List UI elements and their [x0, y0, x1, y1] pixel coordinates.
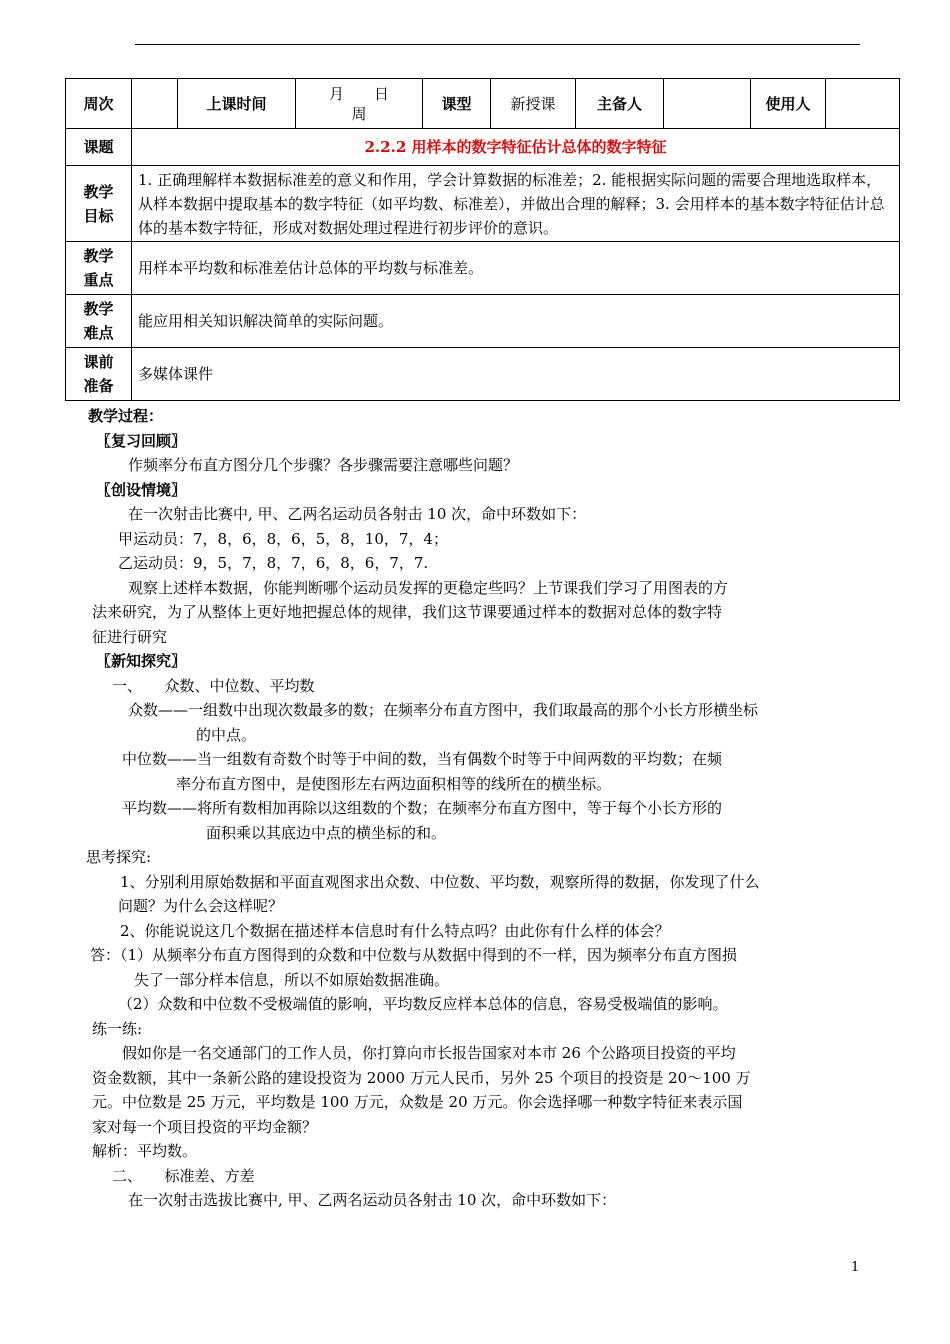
lesson-info-table	[65, 78, 900, 401]
week-label: 周次	[66, 79, 132, 129]
answer-2: （2）众数和中位数不受极端值的影响，平均数反应样本总体的信息，容易受极端值的影响。	[118, 995, 728, 1013]
difficulty-label: 教学 难点	[66, 295, 132, 348]
athlete-b-scores: 乙运动员：9，5，7，8，7，6，8，6，7，7.	[118, 554, 429, 572]
preparer-value	[664, 79, 751, 129]
lesson-type-value: 新授课	[491, 79, 576, 129]
date-line-1: 月 日	[328, 84, 389, 103]
goal-row	[66, 166, 900, 242]
scenario-paragraph-1: 观察上述样本数据，你能判断哪个运动员发挥的更稳定些吗？上节课我们学习了用图表的方	[128, 578, 729, 597]
practice-solution: 解析：平均数。	[92, 1142, 198, 1160]
preparer-label: 主备人	[576, 79, 664, 129]
review-question: 作频率分布直方图分几个步骤？各步骤需要注意哪些问题？	[128, 456, 519, 474]
think-heading: 思考探究:	[86, 848, 152, 866]
process-heading: 教学过程：	[88, 407, 164, 425]
header-rule	[135, 44, 860, 45]
topic-row	[66, 129, 900, 166]
explore-heading: 〖新知探究〗	[96, 652, 187, 670]
scenario-paragraph-2: 法来研究，为了从整体上更好地把握总体的规律，我们这节课要通过样本的数据对总体的数字特	[92, 603, 723, 621]
key-label: 教学 重点	[66, 242, 132, 295]
mean-definition-1: 平均数——将所有数相加再除以这组数的个数；在频率分布直方图中，等于每个小长方形的	[122, 799, 723, 817]
scenario-intro: 在一次射击比赛中, 甲、乙两名运动员各射击 10 次，命中环数如下：	[128, 505, 587, 523]
mean-definition-2: 面积乘以其底边中点的横坐标的和。	[206, 823, 447, 842]
goal-label: 教学 目标	[66, 166, 132, 242]
athlete-a-scores: 甲运动员：7，8，6，8，6，5，8，10，7，4；	[118, 529, 448, 548]
think-question-1b: 问题？为什么会这样呢？	[118, 897, 284, 915]
prep-text: 多媒体课件	[132, 348, 900, 401]
section-2-intro: 在一次射击选拔比赛中, 甲、乙两名运动员各射击 10 次，命中环数如下：	[128, 1191, 617, 1209]
mode-definition-1: 众数——一组数中出现次数最多的数；在频率分布直方图中，我们取最高的那个小长方形横坐标	[128, 701, 759, 719]
review-heading: 〖复习回顾〗	[96, 431, 187, 450]
topic-label: 课题	[66, 129, 132, 166]
practice-text-1: 假如你是一名交通部门的工作人员，你打算向市长报告国家对本市 26 个公路项目投资的平均	[122, 1044, 736, 1062]
median-definition-1: 中位数——当一组数有奇数个时等于中间的数，当有偶数个时等于中间两数的平均数；在频	[122, 750, 723, 768]
key-row	[66, 242, 900, 295]
prep-label: 课前 准备	[66, 348, 132, 401]
class-time-label: 上课时间	[178, 79, 296, 129]
practice-text-2: 资金数额，其中一条新公路的建设投资为 2000 万元人民币，另外 25 个项目的投资是 20～100 万	[92, 1068, 751, 1087]
difficulty-text: 能应用相关知识解决简单的实际问题。	[132, 295, 900, 348]
header-row	[66, 79, 900, 129]
scenario-heading: 〖创设情境〗	[96, 480, 187, 499]
practice-heading: 练一练:	[92, 1019, 143, 1038]
prep-row	[66, 348, 900, 401]
think-question-1a: 1、分别利用原始数据和平面直观图求出众数、中位数、平均数，观察所得的数据，你发现了什么	[120, 872, 760, 891]
teaching-process	[88, 404, 848, 1213]
goal-text: 1. 正确理解样本数据标准差的意义和作用，学会计算数据的标准差；2. 能根据实际问题的需要合理地选取样本，从样本数据中提取基本的数字特征（如平均数、标准差），并做出合理的解释；3. 会用样本的基本数字特征估计总体的基本数字特征，形成对数据处理过程进行初步评价的意识。	[132, 166, 900, 242]
answer-1a: 答：（1）从频率分布直方图得到的众数和中位数与从数据中得到的不一样，因为频率分布直方图损	[90, 946, 738, 964]
key-text: 用样本平均数和标准差估计总体的平均数与标准差。	[132, 242, 900, 295]
section-2-title: 二、 标准差、方差	[112, 1166, 255, 1185]
mode-definition-2: 的中点。	[196, 725, 257, 744]
section-1-title: 一、 众数、中位数、平均数	[112, 676, 315, 695]
lesson-type-label: 课型	[423, 79, 491, 129]
class-date-cell	[296, 79, 423, 129]
practice-text-3: 元。中位数是 25 万元，平均数是 100 万元，众数是 20 万元。你会选择哪一种数字特征来表示国	[92, 1093, 743, 1111]
think-question-2: 2、你能说说这几个数据在描述样本信息时有什么特点吗？由此你有什么样的体会？	[120, 921, 670, 940]
answer-1b: 失了一部分样本信息，所以不如原始数据准确。	[134, 970, 450, 989]
scenario-paragraph-3: 征进行研究	[92, 627, 168, 646]
median-definition-2: 率分布直方图中，是使图形左右两边面积相等的线所在的横坐标。	[176, 774, 612, 793]
date-line-2: 周	[351, 104, 367, 123]
difficulty-row	[66, 295, 900, 348]
user-value	[826, 79, 900, 129]
week-value	[132, 79, 178, 129]
topic-title: 2.2.2 用样本的数字特征估计总体的数字特征	[132, 129, 900, 166]
user-label: 使用人	[751, 79, 826, 129]
practice-text-4: 家对每一个项目投资的平均金额？	[92, 1117, 318, 1136]
page-number: 1	[851, 1260, 860, 1275]
